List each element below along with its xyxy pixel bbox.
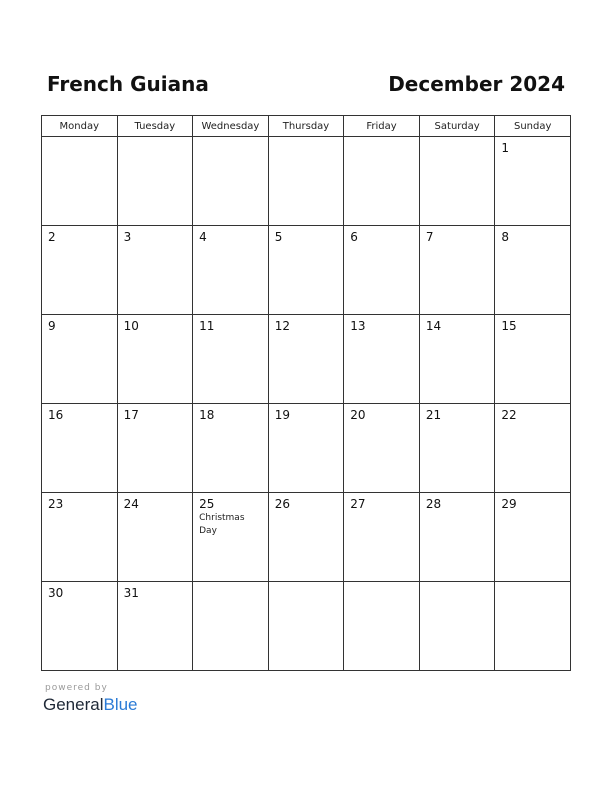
day-cell (193, 493, 269, 582)
day-cell (344, 582, 420, 671)
day-number: 20 (350, 408, 366, 422)
day-cell (344, 226, 420, 315)
week-row (42, 493, 571, 582)
day-number: 12 (274, 319, 290, 333)
day-cell (117, 226, 193, 315)
day-number: 17 (123, 408, 139, 422)
day-cell (193, 137, 269, 226)
day-number: 3 (123, 230, 132, 244)
day-cell (495, 137, 571, 226)
day-cell (419, 226, 495, 315)
day-number: 31 (123, 586, 139, 600)
weekday-sunday: Sunday (495, 116, 571, 137)
day-cell (344, 315, 420, 404)
day-number: 15 (501, 319, 517, 333)
day-number: 9 (48, 319, 56, 333)
week-row (42, 582, 571, 671)
day-number: 29 (501, 497, 517, 511)
day-cell (42, 582, 118, 671)
weekday-wednesday: Wednesday (193, 116, 269, 137)
calendar-body (42, 137, 571, 671)
brand-logo (43, 695, 138, 715)
day-number: 13 (350, 319, 366, 333)
brand-general-text: General (43, 695, 104, 714)
day-cell (344, 493, 420, 582)
day-number: 7 (425, 230, 434, 244)
day-number: 6 (350, 230, 358, 244)
day-cell (42, 137, 118, 226)
day-number: 25 (199, 497, 215, 511)
day-cell (42, 493, 118, 582)
day-cell (268, 315, 344, 404)
day-number: 5 (274, 230, 283, 244)
day-number: 28 (425, 497, 442, 511)
day-number: 2 (48, 230, 56, 244)
day-cell (419, 404, 495, 493)
day-cell (344, 404, 420, 493)
holiday-label: Christmas Day (199, 513, 245, 536)
day-cell (268, 137, 344, 226)
day-cell (193, 582, 269, 671)
footer (43, 682, 138, 715)
day-number: 11 (199, 319, 215, 333)
day-number: 27 (350, 497, 366, 511)
weekday-monday: Monday (42, 116, 118, 137)
day-number: 10 (123, 319, 139, 333)
day-cell (495, 226, 571, 315)
day-cell (42, 404, 118, 493)
day-cell (117, 315, 193, 404)
day-number: 21 (425, 408, 442, 422)
brand-blue-text: Blue (103, 695, 138, 714)
day-cell (193, 404, 269, 493)
weekday-saturday: Saturday (419, 116, 495, 137)
day-cell (495, 582, 571, 671)
calendar-grid (41, 115, 571, 671)
day-cell (495, 315, 571, 404)
weekday-thursday: Thursday (268, 116, 344, 137)
day-cell (419, 582, 495, 671)
day-number: 18 (199, 408, 215, 422)
day-number: 4 (199, 230, 207, 244)
day-cell (42, 226, 118, 315)
day-cell (117, 582, 193, 671)
day-cell (495, 493, 571, 582)
week-row (42, 137, 571, 226)
week-row (42, 315, 571, 404)
day-number: 23 (48, 497, 64, 511)
weekday-header-row (42, 116, 571, 137)
weekday-tuesday: Tuesday (117, 116, 193, 137)
day-number: 26 (274, 497, 290, 511)
day-number: 24 (123, 497, 139, 511)
day-number: 22 (501, 408, 517, 422)
day-cell (42, 315, 118, 404)
day-cell (268, 582, 344, 671)
day-number: 19 (274, 408, 290, 422)
day-cell (117, 404, 193, 493)
day-cell (268, 226, 344, 315)
day-cell (419, 137, 495, 226)
month-title: December 2024 (388, 72, 565, 96)
day-cell (268, 404, 344, 493)
day-cell (268, 493, 344, 582)
day-number: 16 (48, 408, 64, 422)
day-cell (495, 404, 571, 493)
day-cell (419, 315, 495, 404)
day-number: 30 (48, 586, 64, 600)
powered-by-text: powered by (45, 683, 108, 693)
day-cell (193, 226, 269, 315)
day-number: 8 (501, 230, 510, 244)
day-cell (344, 137, 420, 226)
day-number: 14 (425, 319, 442, 333)
weekday-friday: Friday (344, 116, 420, 137)
day-cell (193, 315, 269, 404)
day-cell (117, 493, 193, 582)
day-cell (419, 493, 495, 582)
day-number: 1 (501, 141, 510, 155)
day-cell (117, 137, 193, 226)
country-title: French Guiana (47, 72, 209, 96)
week-row (42, 226, 571, 315)
week-row (42, 404, 571, 493)
